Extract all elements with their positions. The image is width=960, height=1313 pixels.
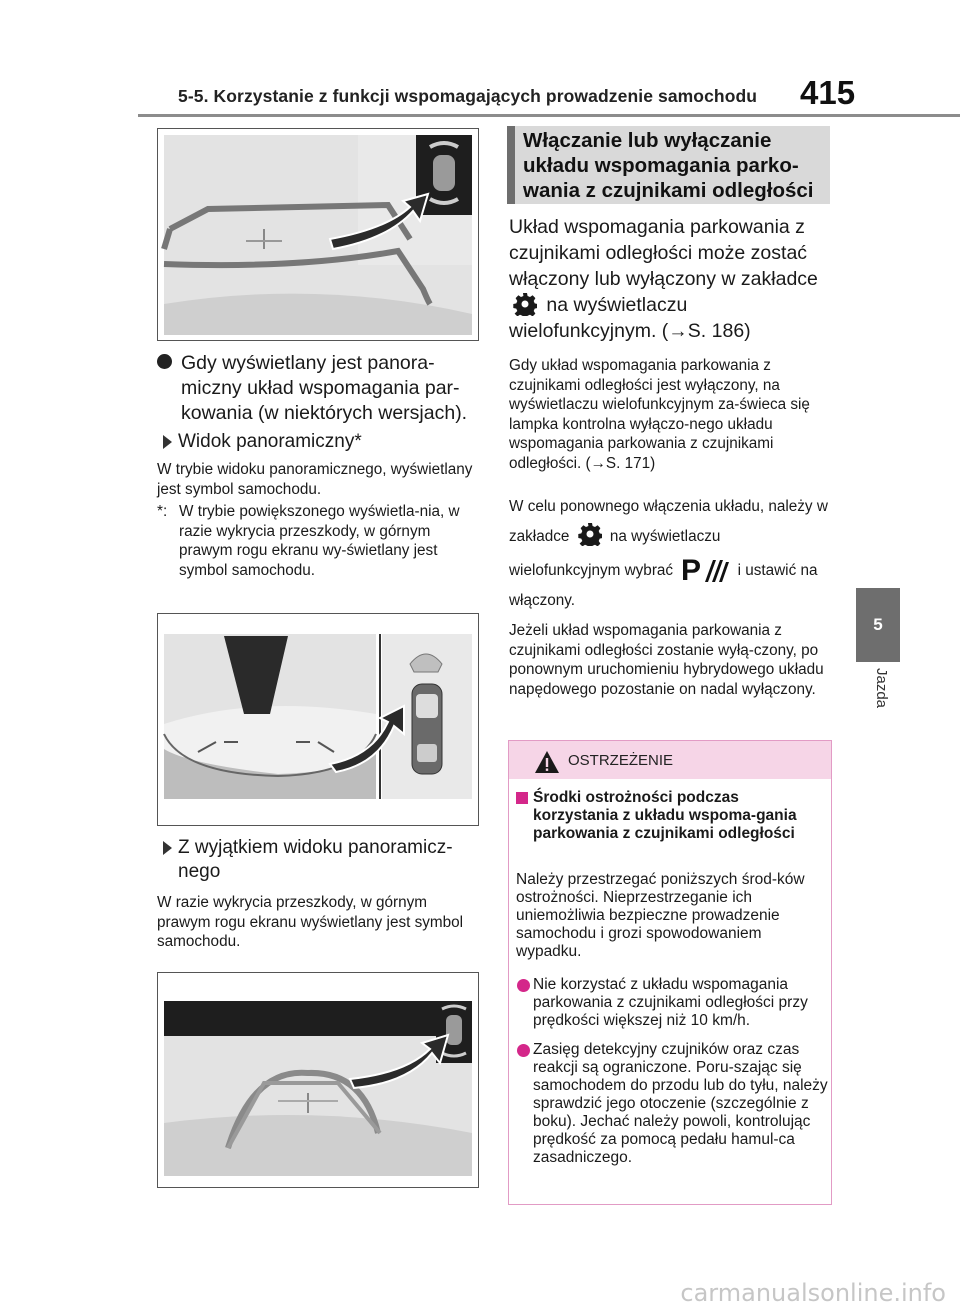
triangle-marker-icon <box>163 841 172 855</box>
paragraph-persistent-off: Jeżeli układ wspomagania parkowania z czujnikami odległości zostanie wyłą-czony, po ponownym uruchomieniu hybrydowego układu napędowego pozostanie on nadal wyłączony. <box>509 622 824 698</box>
bullet-dot-icon <box>517 1044 530 1057</box>
figure-standard-rear-view <box>157 972 479 1188</box>
square-marker-icon <box>516 792 528 804</box>
section-title: Włączanie lub wyłączanie układu wspomagania parko-wania z czujnikami odległości <box>523 129 814 202</box>
warning-triangle-icon <box>534 750 560 774</box>
car-symbol-icon <box>410 654 442 774</box>
warning-title: OSTRZEŻENIE <box>568 752 674 769</box>
subheading-except-panoramic: Z wyjątkiem widoku panoramicz-nego <box>157 836 482 884</box>
intro-paragraph <box>509 214 831 344</box>
figure-panoramic-view <box>157 613 479 826</box>
warning-text: Należy przestrzegać poniższych środ-ków ostrożności. Nieprzestrzeganie ich uniemożliwia bezpieczne prowadzenie samochodu i grozi spowodowaniem wypadku. <box>516 871 805 960</box>
svg-text:P: P <box>681 554 702 584</box>
warning-heading: Środki ostrożności podczas korzystania z układu wspoma-gania parkowania z czujnikami odległości <box>516 789 828 843</box>
reenable-text-3: i ustawić na włączony. <box>509 562 818 609</box>
except-panoramic-text: W razie wykrycia przeszkody, w górnym prawym rogu ekranu wyświetlany jest symbol samochodu. <box>157 894 464 950</box>
reenable-text-1: W celu ponownego włączenia układu, należy w zakładce <box>509 498 828 545</box>
running-header-title: 5-5. Korzystanie z funkcji wspomagających prowadzenie samochodu <box>178 86 758 106</box>
footnote <box>157 502 482 580</box>
chapter-label: Jazda <box>873 668 890 709</box>
subheading-panoramic-view: Widok panoramiczny* <box>157 430 482 454</box>
gear-icon <box>578 522 602 546</box>
intro-text-2: na wyświetlaczu wielofunkcyjnym. (→S. 186) <box>509 294 751 342</box>
footnote-marker: *: <box>157 503 168 520</box>
intro-text-1: Układ wspomagania parkowania z czujnikami odległości może zostać włączony lub wyłączony w zakładce <box>509 216 818 290</box>
page-number: 415 <box>800 74 856 111</box>
triangle-marker-icon <box>163 435 172 449</box>
warning-item-speed: Nie korzystać z układu wspomagania parkowania z czujnikami odległości przy prędkości większej niż 10 km/h. <box>516 976 828 1030</box>
panoramic-view-text: W trybie widoku panoramicznego, wyświetlany jest symbol samochodu. <box>157 461 473 498</box>
reenable-text-2: na wyświetlaczu wielofunkcyjnym wybrać <box>509 528 721 579</box>
bullet-panoramic-system: Gdy wyświetlany jest panora-miczny układ wspomagania par-kowania (w niektórych wersjach). <box>157 351 482 426</box>
parking-sensor-icon <box>681 552 729 584</box>
header-rule <box>138 114 960 117</box>
bullet-dot-icon <box>157 354 172 369</box>
paragraph-reenable <box>509 492 831 616</box>
gear-icon <box>513 292 537 316</box>
warning-item-range: Zasięg detekcyjny czujników oraz czas reakcji są ograniczone. Poru-szając się samochodem do przodu lub do tyłu, należy sprawdzić jego otoczenie (szczególnie z boku). Jechać należy powoli, kontrolując prędkość za pomocą pedału hamul-ca zasadniczego. <box>516 1041 828 1167</box>
chapter-tab[interactable]: 5 <box>856 588 900 662</box>
paragraph-disabled-indicator: Gdy układ wspomagania parkowania z czujnikami odległości jest wyłączony, na wyświetlaczu wielofunkcyjnym za-świeca się lampka kontrolna wyłączo-nego układu wspomagania parkowania z czujnikami odległości. (→S. 171) <box>509 357 810 472</box>
footnote-text: W trybie powiększonego wyświetla-nia, w razie wykrycia przeszkody, w górnym prawym rogu ekranu wy-świetlany jest symbol samochodu. <box>179 503 460 579</box>
watermark: carmanualsonline.info <box>680 1279 946 1307</box>
figure-rear-camera-view <box>157 128 479 341</box>
bullet-dot-icon <box>517 979 530 992</box>
